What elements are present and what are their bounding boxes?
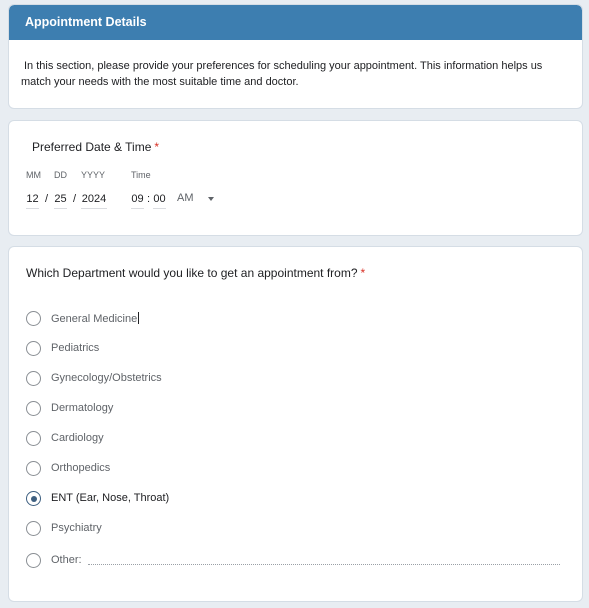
text-cursor: [138, 312, 139, 324]
radio-button[interactable]: [26, 401, 41, 416]
appointment-details-card: [8, 4, 583, 109]
chevron-down-icon[interactable]: [208, 197, 214, 201]
date-separator: /: [73, 193, 77, 205]
time-label: Time: [131, 170, 151, 180]
radio-button[interactable]: [26, 431, 41, 446]
preferred-datetime-card: [8, 120, 583, 236]
day-input[interactable]: 25: [54, 193, 67, 209]
option-label: Pediatrics: [51, 342, 100, 354]
year-input[interactable]: 2024: [81, 193, 107, 209]
datetime-question: Preferred Date & Time *: [32, 140, 160, 154]
option-label: Cardiology: [51, 432, 104, 444]
section-description: In this section, please provide your preferences for scheduling your appointment. This information helps us match your needs with the most suitable time and doctor.: [21, 60, 543, 88]
hour-input[interactable]: 09: [131, 193, 144, 209]
year-label: YYYY: [81, 170, 106, 180]
option-label: Dermatology: [51, 402, 114, 414]
radio-button-selected[interactable]: [26, 491, 41, 506]
department-option-psychiatry[interactable]: [26, 520, 566, 538]
department-question: Which Department would you like to get an appointment from? *: [26, 266, 366, 280]
radio-button[interactable]: [26, 311, 41, 326]
minute-input[interactable]: 00: [153, 193, 166, 209]
ampm-select[interactable]: AM: [177, 192, 194, 204]
department-option-orthopedics[interactable]: [26, 460, 566, 478]
time-separator: :: [147, 193, 151, 205]
day-label: DD: [54, 170, 67, 180]
required-asterisk: *: [360, 266, 366, 280]
department-option-general-medicine[interactable]: [26, 310, 566, 328]
section-title: Appointment Details: [9, 5, 582, 40]
date-separator: /: [45, 193, 49, 205]
department-option-other[interactable]: [26, 552, 566, 570]
radio-button[interactable]: [26, 521, 41, 536]
department-option-dermatology[interactable]: [26, 400, 566, 418]
month-label: MM: [26, 170, 41, 180]
month-input[interactable]: 12: [26, 193, 39, 209]
option-label: Orthopedics: [51, 462, 111, 474]
department-option-pediatrics[interactable]: [26, 340, 566, 358]
option-label: Gynecology/Obstetrics: [51, 372, 162, 384]
radio-button[interactable]: [26, 461, 41, 476]
radio-button[interactable]: [26, 553, 41, 568]
option-label: ENT (Ear, Nose, Throat): [51, 492, 170, 504]
other-label: Other:: [51, 554, 82, 566]
department-option-ent[interactable]: [26, 490, 566, 508]
department-option-gynecology[interactable]: [26, 370, 566, 388]
radio-button[interactable]: [26, 371, 41, 386]
option-label: Psychiatry: [51, 522, 102, 534]
other-text-input[interactable]: [88, 564, 560, 565]
department-option-cardiology[interactable]: [26, 430, 566, 448]
department-card: [8, 246, 583, 602]
required-asterisk: *: [154, 140, 160, 154]
option-label: General Medicine: [51, 313, 138, 325]
radio-button[interactable]: [26, 341, 41, 356]
